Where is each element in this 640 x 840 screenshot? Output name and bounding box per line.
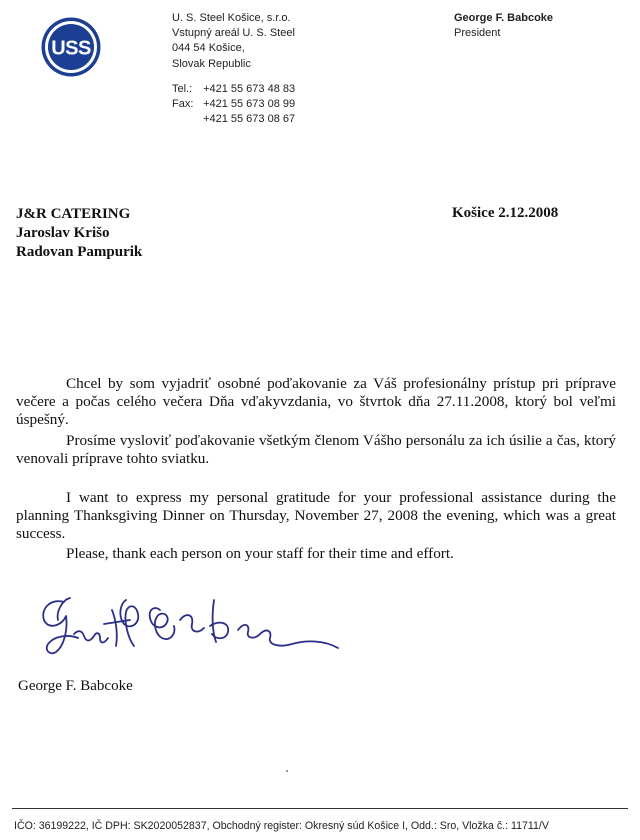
footer-registration: IČO: 36199222, IČ DPH: SK2020052837, Obchodný register: Okresný súd Košice I, Odd.: Sro, Vložka č.: 11711/V bbox=[14, 820, 549, 832]
company-contacts bbox=[172, 82, 295, 128]
tel-value: +421 55 673 48 83 bbox=[203, 83, 296, 95]
recipient-person-1: Jaroslav Krišo bbox=[16, 225, 110, 241]
company-street: Vstupný areál U. S. Steel bbox=[172, 27, 295, 40]
uss-logo bbox=[40, 16, 102, 78]
company-name: U. S. Steel Košice, s.r.o. bbox=[172, 12, 291, 24]
company-address bbox=[172, 11, 295, 72]
company-city: 044 54 Košice, bbox=[172, 42, 245, 55]
recipient-block bbox=[16, 205, 142, 262]
sender-name: George F. Babcoke bbox=[454, 12, 554, 24]
recipient-person-2: Radovan Pampurik bbox=[16, 244, 143, 260]
sender-title: President bbox=[454, 27, 501, 40]
footer-divider bbox=[12, 808, 628, 809]
body-paragraph-2: Prosíme vysloviť poďakovanie všetkým členom Vášho personálu za ich úsilie a čas, ktorý venovali príprave tohto sviatku. bbox=[16, 432, 616, 468]
fax2-value: +421 55 673 08 67 bbox=[203, 113, 296, 126]
fax-row bbox=[172, 97, 295, 112]
body-paragraph-1: Chcel by som vyjadriť osobné poďakovanie za Váš profesionálny prístup pri príprave večere a počas celého večera Dňa vďakyvzdania, vo štvrtok dňa 27.11.2008, ktorý bol veľmi úspešný. bbox=[16, 375, 616, 429]
body-paragraph-3: I want to express my personal gratitude for your professional assistance during the planning Thanksgiving Dinner on Thursday, November 27, 2008 the evening, which was a great success. bbox=[16, 489, 616, 543]
tel-row bbox=[172, 82, 295, 97]
sender-block bbox=[454, 11, 553, 41]
fax-value: +421 55 673 08 99 bbox=[203, 98, 296, 111]
handwritten-signature bbox=[34, 590, 344, 672]
logo-text: USS bbox=[51, 37, 91, 60]
letter-date: Košice 2.12.2008 bbox=[452, 205, 559, 221]
fax-label: Fax: bbox=[172, 98, 194, 111]
fax2-row bbox=[172, 112, 295, 127]
body-paragraph-4: Please, thank each person on your staff for their time and effort. bbox=[66, 545, 454, 562]
scan-dot bbox=[286, 770, 288, 772]
recipient-company: J&R CATERING bbox=[16, 206, 131, 222]
signature-name: George F. Babcoke bbox=[18, 678, 133, 694]
tel-label: Tel.: bbox=[172, 83, 193, 95]
company-country: Slovak Republic bbox=[172, 57, 251, 70]
